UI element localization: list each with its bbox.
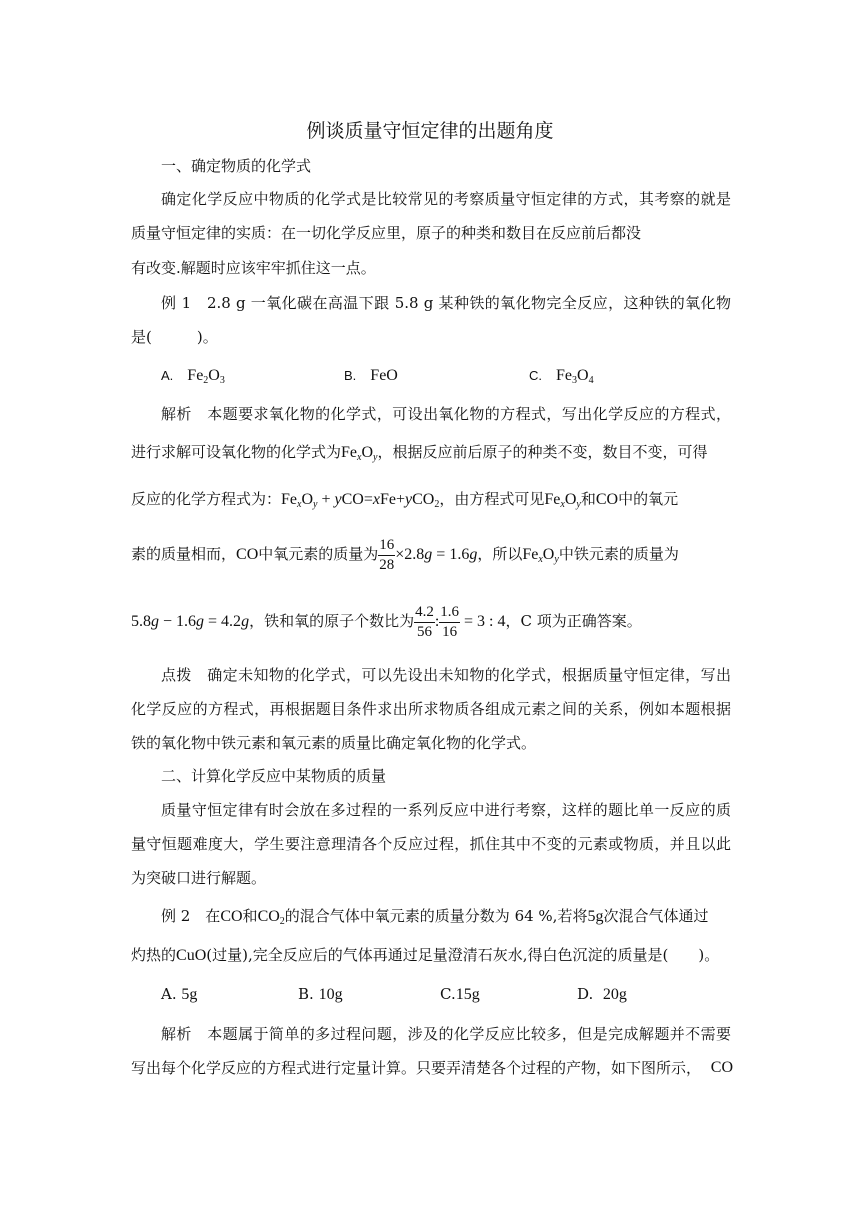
option-label: D. [577,985,594,1003]
text: 次混合气体通过 [603,907,709,925]
tip-line3: 铁的氧化物中铁元素和氧元素的质量比确定氧化物的化学式。 [131,734,537,752]
text: (过量),完全反应后的气体再通过足量澄清石灰水,得白色沉淀的质量是( )。 [206,946,720,964]
formula-co: CO [595,491,619,508]
text: 进行求解可设氧化物的化学式为 [131,443,342,461]
example2-option-d [577,985,627,1004]
formula-fexoy: $Fe_xO_y$ [544,491,581,510]
text: 素的质量相而， [131,545,237,563]
analysis2-line1: 解析 本题属于简单的多过程问题，涉及的化学反应比较多，但是完成解题并不需要 [161,1025,731,1043]
section1-heading: 一、确定物质的化学式 [161,157,312,175]
text: 和 [580,490,596,508]
analysis1-line1: 解析 本题要求氧化物的化学式，可设出氧化物的方程式，写出化学反应的方程式， [161,405,731,423]
document-title: 例谈质量守恒定律的出题角度 [306,120,554,142]
option-label: B. [298,985,314,1003]
option-label: B. [344,368,357,383]
text: 中氧元素的质量为 [258,545,379,563]
example2-option-b [298,985,343,1004]
formula-co2: $CO_2$ [257,908,285,927]
fraction-16-28: $\frac{16}{28}$ [379,536,395,573]
reaction-equation: $Fe_xO_y + yCO=xFe+yCO_2$ [281,491,440,510]
formula-fexoy: $Fe_xO_y$ [522,546,559,565]
text: 和 [242,907,258,925]
text: 写出每个化学反应的方程式进行定量计算。只要弄清楚各个过程的产物，如下图所示， [131,1059,702,1077]
text: ，所以 [477,545,523,563]
text: ，C 项为正确答案。 [505,612,642,630]
text: ，铁和氧的原子个数比为 [249,612,415,630]
option-label: A. [161,985,177,1003]
section2-intro-line3: 为突破口进行解题。 [131,869,267,887]
option-label: C. [440,985,456,1003]
option-label: A. [161,368,174,383]
analysis1-line3 [131,489,731,515]
calc-oxygen-mass: ×2.8g = 1.6g [395,546,478,563]
text: 例 2 在 [161,907,221,925]
example1-line1: 例 1 2.8 g 一氧化碳在高温下跟 5.8 g 某种铁的氧化物完全反应，这种铁的氧化物 [161,294,731,312]
text: 灼热的 [131,946,177,964]
example2-option-c [440,985,480,1004]
ratio-colon: : [434,613,440,630]
section2-intro-line1: 质量守恒定律有时会放在多过程的一系列反应中进行考察，这样的题比单一反应的质 [161,801,731,819]
text: 反应的化学方程式为： [131,490,282,508]
analysis1-line2 [131,442,731,468]
tip-line2: 化学反应的方程式，再根据题目条件求出所求物质各组成元素之间的关系，例如本题根据 [131,700,731,718]
example1-line2: 是( )。 [131,328,218,346]
formula-co: CO [710,1059,733,1076]
fraction-4.2-56: $\frac{4.2}{56}$ [415,603,434,640]
example2-line1 [161,906,761,932]
example2-line2 [131,945,731,966]
section1-intro-line2: 质量守恒定律的实质：在一切化学反应里，原子的种类和数目在反应前后都没 [131,224,642,242]
analysis1-line4 [131,532,731,582]
option-formula: $Fe_3O_4$ [556,367,594,386]
text: 的混合气体中氧元素的质量分数为 64 %,若将 [284,907,588,925]
text: 中的氧元 [618,490,679,508]
ratio-result: = 3 : 4 [460,613,506,630]
tip-line1: 点拨 确定未知物的化学式，可以先设出未知物的化学式，根据质量守恒定律，写出 [161,666,731,684]
formula-fexoy: $Fe_xO_y$ [341,444,378,463]
example1-option-c [529,366,594,386]
option-value: 10g [318,986,343,1003]
option-value: 15g [455,986,480,1003]
text: ，由方程式可见 [439,490,545,508]
formula-cuo: CuO [176,947,207,964]
text: 中铁元素的质量为 [558,545,679,563]
option-label: C. [529,368,542,383]
section2-intro-line2: 量守恒题难度大，学生要注意理清各个反应过程，抓住其中不变的元素或物质，并且以此 [131,835,731,853]
option-formula: FeO [370,367,398,384]
analysis1-line5 [131,599,731,644]
text: ，根据反应前后原子的种类不变，数目不变，可得 [377,443,708,461]
section1-intro-line1: 确定化学反应中物质的化学式是比较常见的考察质量守恒定律的方式，其考察的就是 [161,190,731,208]
example2-option-a [161,985,197,1004]
fraction-1.6-16: $\frac{1.6}{16}$ [440,603,460,640]
formula-co: CO [236,546,259,563]
section2-heading: 二、计算化学反应中某物质的质量 [161,767,387,785]
calc-iron-mass: 5.8g − 1.6g = 4.2g [131,613,250,630]
option-value: 5g [181,986,198,1003]
option-value: 20g [602,986,627,1003]
analysis2-line2 [131,1058,731,1078]
mass-5g: 5g [587,908,604,925]
formula-co: CO [220,908,243,925]
example1-option-b [344,366,398,385]
option-formula: $Fe_2O_3$ [187,367,225,386]
example1-option-a [161,366,225,386]
section1-intro-line3: 有改变.解题时应该牢牢抓住这一点。 [131,259,376,277]
